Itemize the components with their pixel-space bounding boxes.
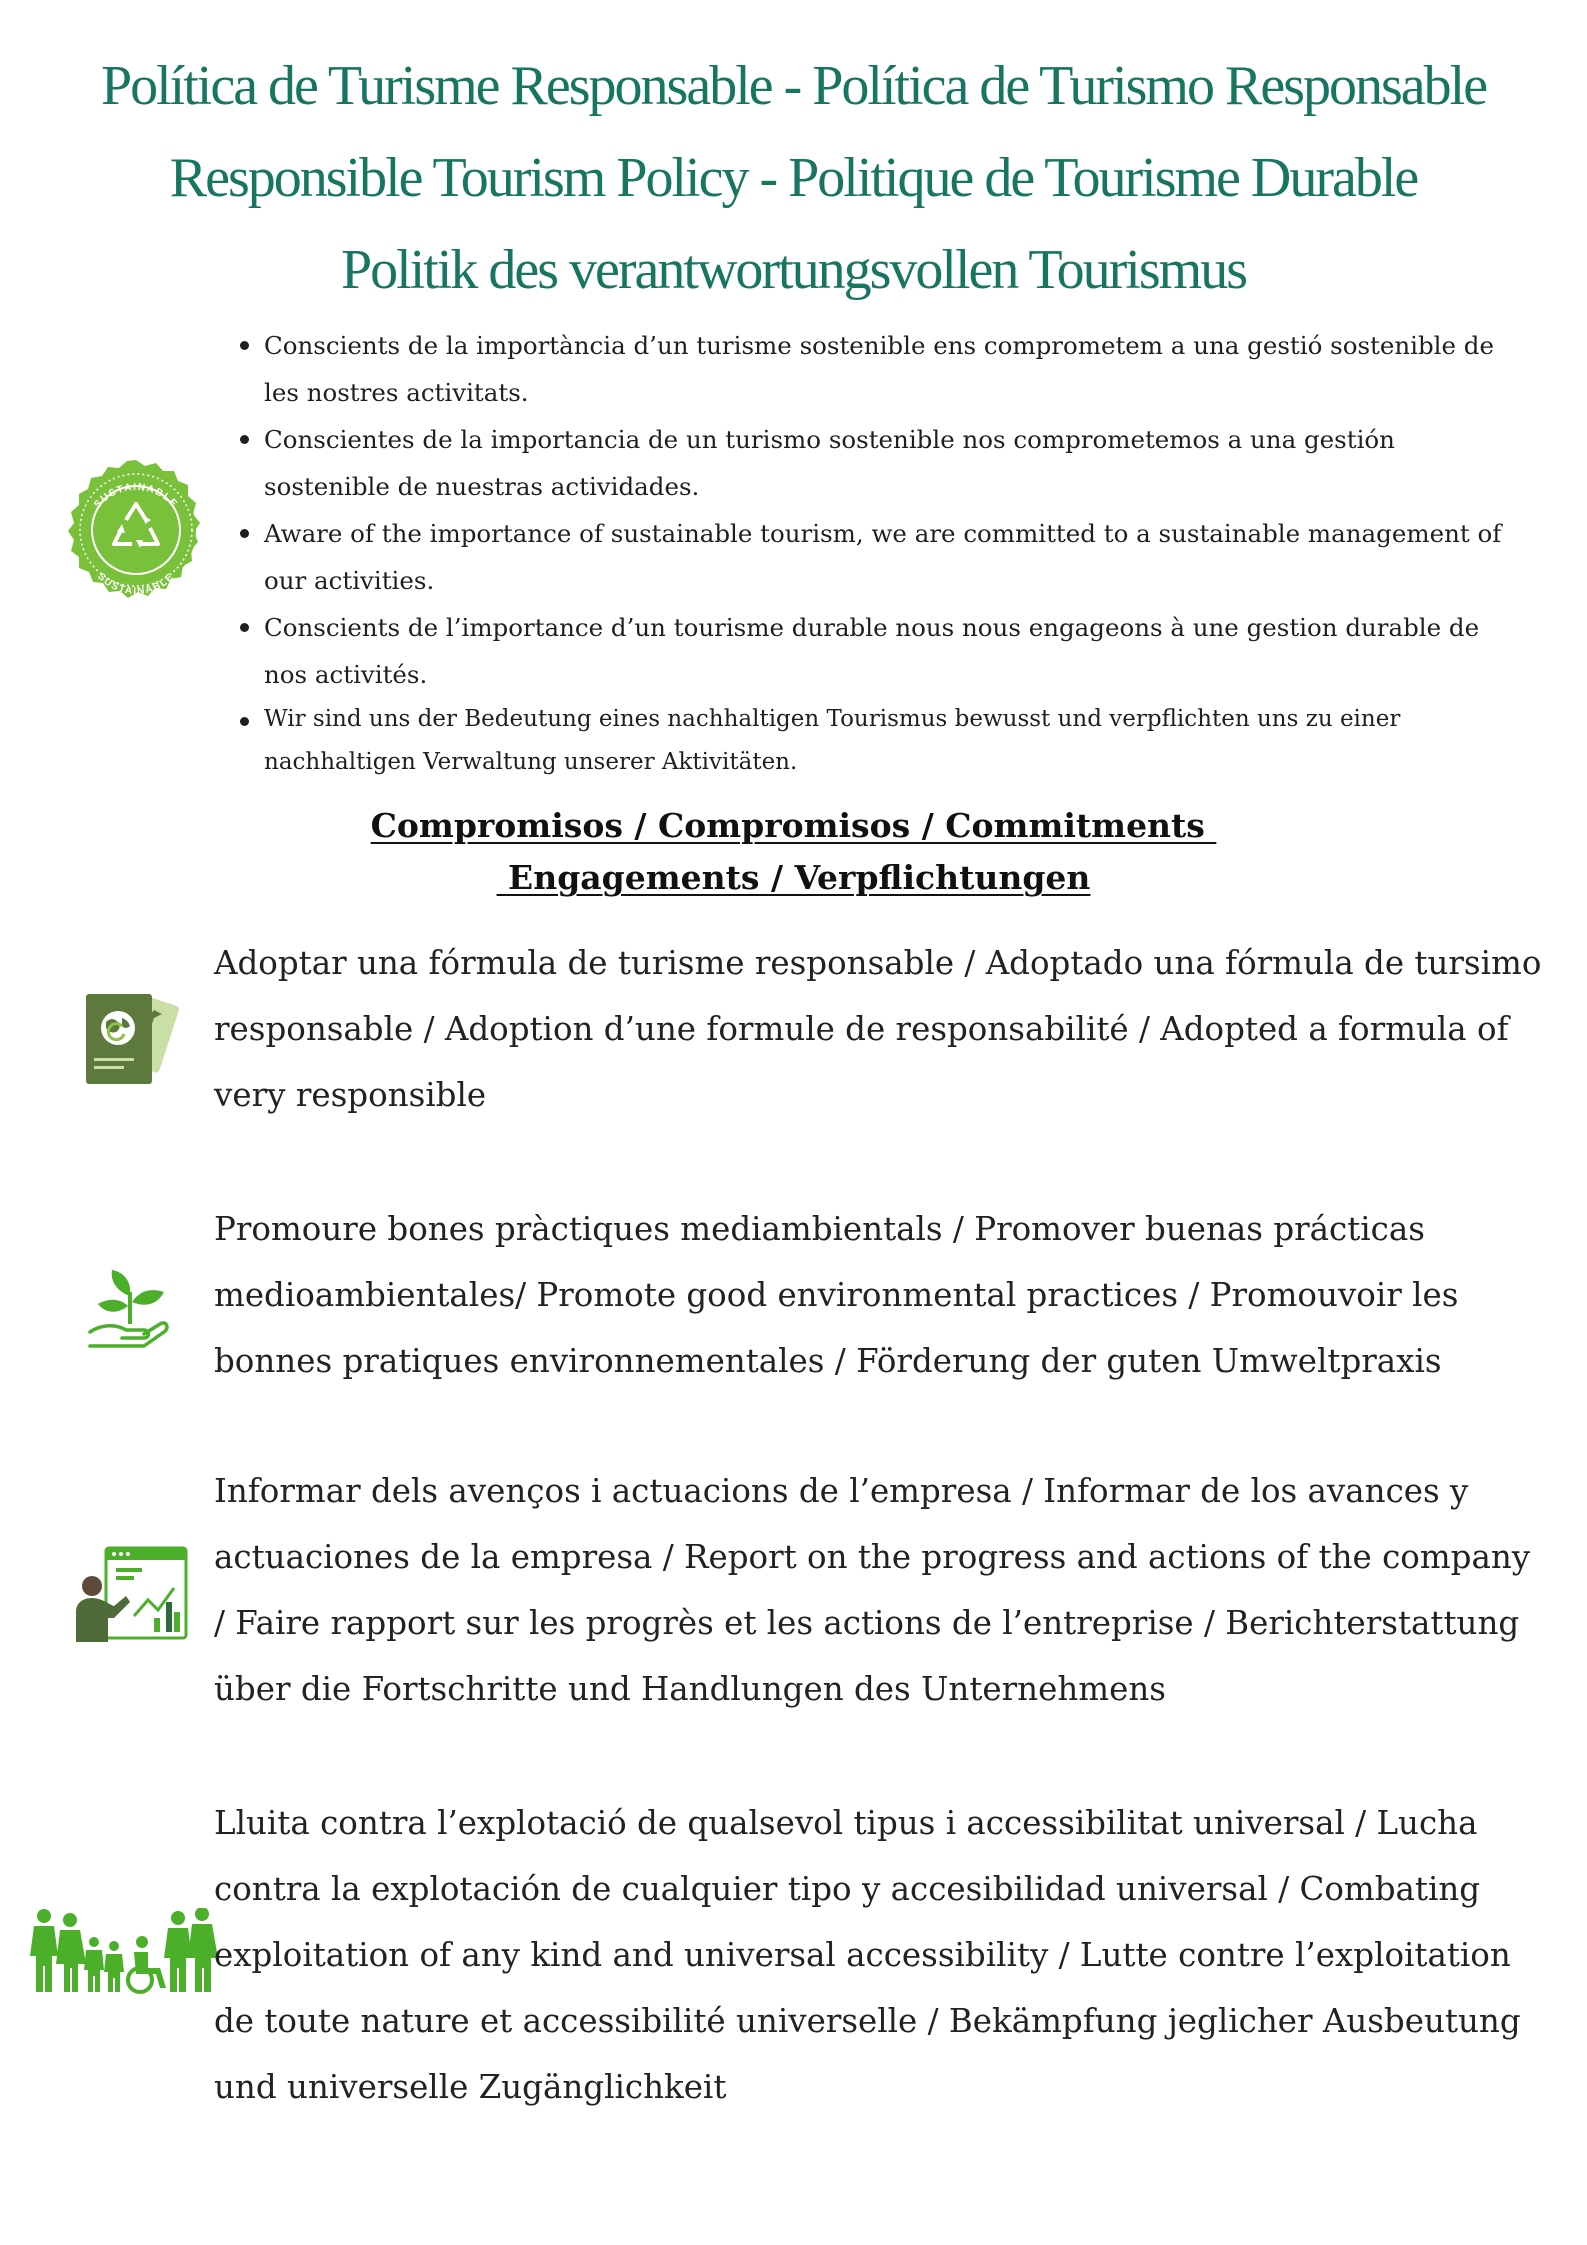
passport-icon (84, 990, 188, 1088)
title-line-1: Política de Turisme Responsable - Política de Turismo Responsable (100, 55, 1487, 117)
intro-item-en: Aware of the importance of sustainable tourism, we are committed to a sustainable management of our activities. (238, 510, 1528, 604)
commitment-item-4: Lluita contra l’explotació de qualsevol tipus i accessibilitat universal / Lucha contra la explotación de cualquier tipo y accesibilidad universal / Combating exploitation of any kind and universal accessibility / Lutte contre l’exploitation de toute nature et accessibilité universelle / Bekämpfung jeglicher Ausbeutung und universelle Zugänglichkeit (214, 1804, 1521, 2106)
commitment-item-1: Adoptar una fórmula de turisme responsable / Adoptado una fórmula de tursimo responsable / Adoption d’une formule de responsabilité / Adopted a formula of very responsible (214, 944, 1542, 1114)
commitments-heading-line-1: Compromisos / Compromisos / Commitments (370, 806, 1217, 845)
plant-hand-icon (88, 1262, 170, 1348)
title-line-2: Responsible Tourism Policy - Politique de Tourisme Durable (169, 147, 1418, 209)
intro-item-fr: Conscients de l’importance d’un tourisme durable nous nous engageons à une gestion durable de nos activités. (238, 604, 1528, 698)
intro-item-es: Conscientes de la importancia de un turismo sostenible nos comprometemos a una gestión sostenible de nuestras actividades. (238, 416, 1528, 510)
commitment-item-2: Promoure bones pràctiques mediambientals / Promover buenas prácticas medioambientales/ Promote good environmental practices / Promouvoir les bonnes pratiques environnementales / Förderung der guten Umweltpraxis (214, 1210, 1459, 1380)
page-title (0, 40, 1587, 316)
commitment-item-3: Informar dels avenços i actuacions de l’empresa / Informar de los avances y actuaciones de la empresa / Report on the progress and actions of the company / Faire rapport sur les progrès et les actions de l’entreprise / Berichterstattung über die Fortschritte und Handlungen des Unternehmens (214, 1472, 1531, 1708)
intro-item-ca: Conscients de la importància d’un turisme sostenible ens comprometem a una gestió sostenible de les nostres activitats. (238, 322, 1528, 416)
intro-list (238, 322, 1528, 784)
commitments-heading-line-2: Engagements / Verpflichtungen (496, 858, 1091, 897)
report-presentation-icon (74, 1546, 192, 1646)
badge-text-top: SUSTAINABLE (92, 481, 180, 511)
sustainable-badge-icon (56, 458, 216, 618)
people-accessibility-icon (30, 1908, 218, 1994)
commitments-heading (0, 800, 1587, 904)
title-line-3: Politik des verantwortungsvollen Tourismus (341, 239, 1246, 301)
intro-item-de: Wir sind uns der Bedeutung eines nachhaltigen Tourismus bewusst und verpflichten uns zu einer nachhaltigen Verwaltung unserer Aktivitäten. (238, 698, 1528, 784)
badge-text-bottom: SUSTAINABLE (95, 571, 177, 598)
